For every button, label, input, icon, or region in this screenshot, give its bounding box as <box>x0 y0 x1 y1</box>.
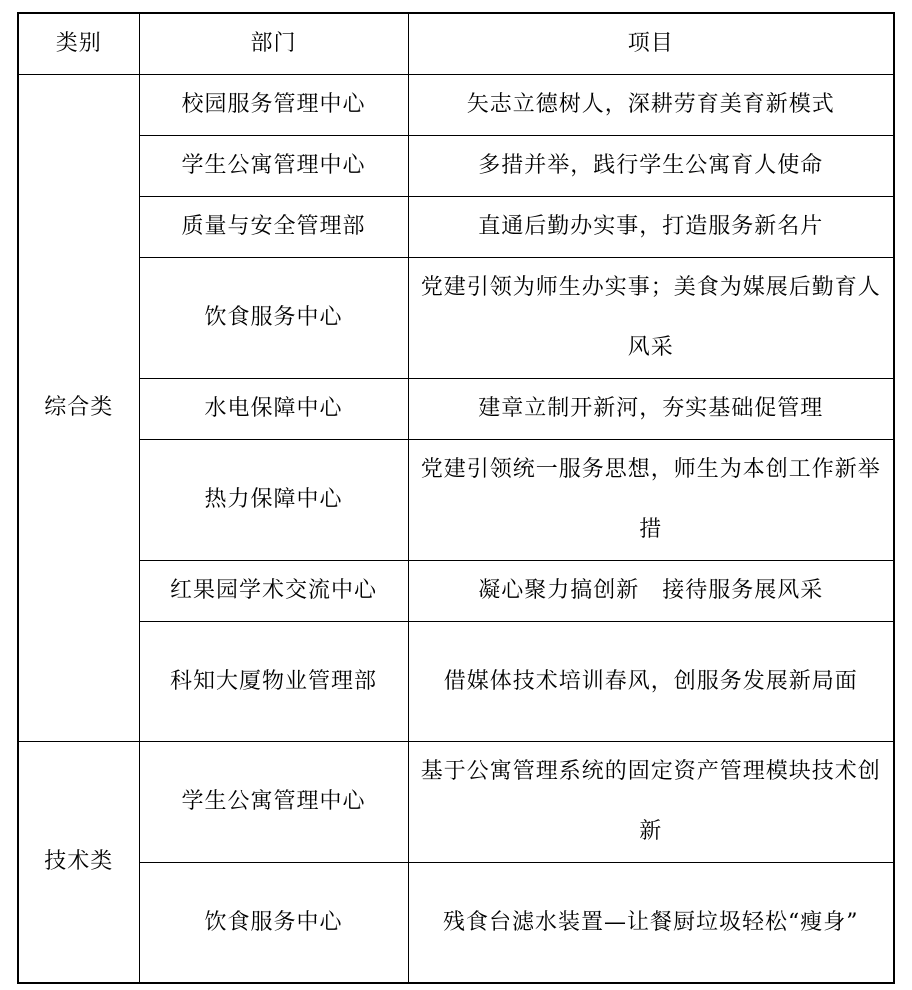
department-cell: 水电保障中心 <box>139 379 408 440</box>
department-cell: 质量与安全管理部 <box>139 197 408 258</box>
department-cell: 热力保障中心 <box>139 440 408 561</box>
project-cell: 凝心聚力搞创新 接待服务展风采 <box>408 561 894 622</box>
table-row <box>18 863 894 984</box>
project-cell: 矢志立德树人，深耕劳育美育新模式 <box>408 75 894 136</box>
project-cell: 党建引领统一服务思想，师生为本创工作新举措 <box>408 440 894 561</box>
project-cell: 多措并举，践行学生公寓育人使命 <box>408 136 894 197</box>
department-cell: 饮食服务中心 <box>139 258 408 379</box>
table-row <box>18 136 894 197</box>
table-row <box>18 258 894 379</box>
project-cell: 党建引领为师生办实事；美食为媒展后勤育人风采 <box>408 258 894 379</box>
header-department: 部门 <box>139 13 408 75</box>
category-cell: 综合类 <box>18 75 139 742</box>
table-row <box>18 197 894 258</box>
table-row <box>18 379 894 440</box>
department-cell: 校园服务管理中心 <box>139 75 408 136</box>
table-row <box>18 75 894 136</box>
project-cell: 直通后勤办实事，打造服务新名片 <box>408 197 894 258</box>
table-row <box>18 561 894 622</box>
table-row <box>18 622 894 742</box>
project-cell: 基于公寓管理系统的固定资产管理模块技术创新 <box>408 742 894 863</box>
department-cell: 学生公寓管理中心 <box>139 136 408 197</box>
projects-table <box>17 12 895 984</box>
table-row <box>18 440 894 561</box>
header-category: 类别 <box>18 13 139 75</box>
header-row <box>18 13 894 75</box>
table-row <box>18 742 894 863</box>
project-cell: 残食台滤水装置—让餐厨垃圾轻松“瘦身” <box>408 863 894 984</box>
category-cell: 技术类 <box>18 742 139 984</box>
department-cell: 饮食服务中心 <box>139 863 408 984</box>
project-cell: 建章立制开新河，夯实基础促管理 <box>408 379 894 440</box>
header-project: 项目 <box>408 13 894 75</box>
department-cell: 学生公寓管理中心 <box>139 742 408 863</box>
department-cell: 红果园学术交流中心 <box>139 561 408 622</box>
department-cell: 科知大厦物业管理部 <box>139 622 408 742</box>
project-cell: 借媒体技术培训春风，创服务发展新局面 <box>408 622 894 742</box>
